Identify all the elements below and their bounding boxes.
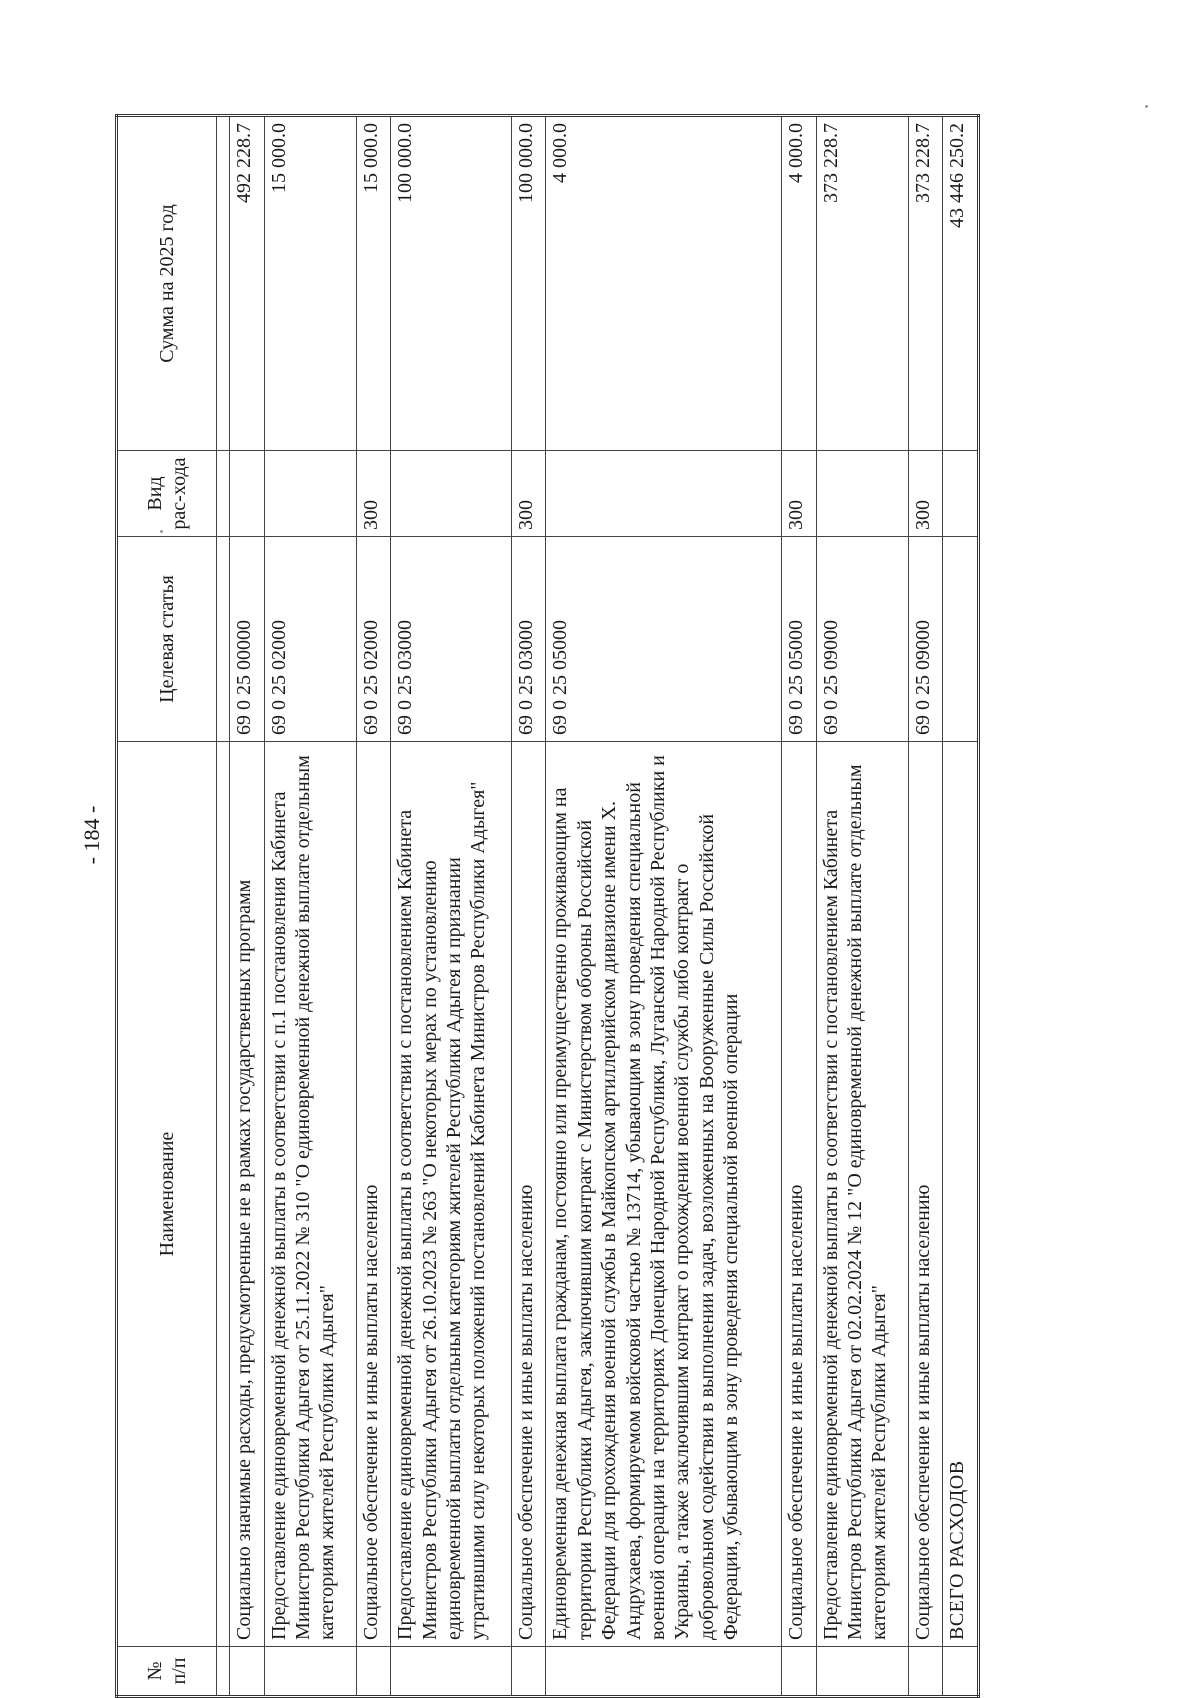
table-row — [546, 116, 782, 1697]
cell-name: Социально значимые расходы, предусмотренные не в рамках государственных программ — [230, 742, 265, 1647]
scan-speck — [1145, 105, 1148, 108]
cell-code: 69 0 25 09000 — [908, 537, 943, 742]
cell-name: Предоставление единовременной денежной выплаты в соответствии с постановлением Кабинета Министров Республики Адыгея от 02.02.2024 № 12 "О единовременной денежной выплате отдельным категориям жителей Республики Адыгея" — [816, 742, 908, 1647]
cell-name: Предоставление единовременной денежной выплаты в соответствии с п.1 постановления Кабинета Министров Республики Адыгея от 25.11.2022 № 310 "О единовременной денежной выплате отдельным категориям жителей Республики Адыгея" — [264, 742, 356, 1647]
cell-name: Социальное обеспечение и иные выплаты населению — [356, 742, 391, 1647]
cell-vid: 300 — [356, 451, 391, 537]
table-row — [908, 116, 943, 1697]
header-name: Наименование — [117, 742, 217, 1647]
cell-code: 69 0 25 03000 — [391, 537, 512, 742]
cell-num — [264, 1647, 356, 1697]
cell-vid — [230, 451, 265, 537]
cell-num — [511, 1647, 546, 1697]
cell-num — [816, 1647, 908, 1697]
header-num: № п/п — [117, 1647, 217, 1697]
cell-num — [943, 1647, 979, 1697]
cell-sum: 15 000.0 — [264, 116, 356, 451]
cell-num — [546, 1647, 782, 1697]
cell-code: 69 0 25 05000 — [546, 537, 782, 742]
budget-table-rotated — [115, 117, 980, 1698]
cell-num — [908, 1647, 943, 1697]
cell-code: 69 0 25 02000 — [356, 537, 391, 742]
cell-sum: 4 000.0 — [546, 116, 782, 451]
cell-num — [230, 1647, 265, 1697]
cell-vid — [546, 451, 782, 537]
cell-sum: 4 000.0 — [781, 116, 816, 451]
cell-code: 69 0 25 03000 — [511, 537, 546, 742]
cell-num — [356, 1647, 391, 1697]
cell-num — [781, 1647, 816, 1697]
cell-name: Социальное обеспечение и иные выплаты населению — [908, 742, 943, 1647]
cell-vid: 300 — [511, 451, 546, 537]
cell-sum: 100 000.0 — [391, 116, 512, 451]
cell-sum: 100 000.0 — [511, 116, 546, 451]
cell-vid — [816, 451, 908, 537]
cell-sum: 373 228.7 — [908, 116, 943, 451]
table-row — [230, 116, 265, 1697]
header-row — [117, 116, 217, 1697]
header-sum: Сумма на 2025 год — [117, 116, 217, 451]
table-row — [781, 116, 816, 1697]
cell-code: 69 0 25 00000 — [230, 537, 265, 742]
cell-name: Предоставление единовременной денежной выплаты в соответствии с постановлением Кабинета Министров Республики Адыгея от 26.10.2023 № 263 "О некоторых мерах по установлению единовременной выплаты отдельным категориям жителей Республики Адыгея и признании утратившими силу некоторых положений постановлений Кабинета Министров Республики Адыгея" — [391, 742, 512, 1647]
cell-sum: 373 228.7 — [816, 116, 908, 451]
cell-code — [943, 537, 979, 742]
cell-sum: 492 228.7 — [230, 116, 265, 451]
cell-code: 69 0 25 02000 — [264, 537, 356, 742]
cell-vid — [943, 451, 979, 537]
cell-code: 69 0 25 09000 — [816, 537, 908, 742]
cell-name: Социальное обеспечение и иные выплаты населению — [781, 742, 816, 1647]
total-sum: 43 446 250.2 — [943, 116, 979, 451]
table-row — [391, 116, 512, 1697]
spacer-row — [217, 116, 230, 1697]
cell-vid — [391, 451, 512, 537]
cell-vid: 300 — [781, 451, 816, 537]
cell-name: Единовременная денежная выплата гражданам, постоянно или преимущественно проживающим на территории Республики Адыгея, заключившим контракт с Министерством обороны Российской Федерации для прохождения военной службы в Майкопском артиллерийском дивизионе имени Х. Андрухаева, формируемом войсковой частью № 13714, убывающим в зону проведения специальной военной операции на территориях Донецкой Народной Республики, Луганской Народной Республики и Украины, а также заключившим контракт о прохождении военной службы либо контракт о добровольном содействии в выполнении задач, возложенных на Вооруженные Силы Российской Федерации, убывающим в зону проведения специальной военной операции — [546, 742, 782, 1647]
total-label: ВСЕГО РАСХОДОВ — [943, 742, 979, 1647]
table-row — [356, 116, 391, 1697]
page-number: - 184 - — [79, 805, 104, 865]
cell-name: Социальное обеспечение и иные выплаты населению — [511, 742, 546, 1647]
cell-code: 69 0 25 05000 — [781, 537, 816, 742]
header-code: Целевая статья — [117, 537, 217, 742]
cell-vid — [264, 451, 356, 537]
cell-vid: 300 — [908, 451, 943, 537]
header-vid: Вид рас-хода — [117, 451, 217, 537]
table-row — [264, 116, 356, 1697]
cell-num — [391, 1647, 512, 1697]
cell-sum: 15 000.0 — [356, 116, 391, 451]
table-row — [511, 116, 546, 1697]
table-row — [816, 116, 908, 1697]
total-row — [943, 116, 979, 1697]
budget-table — [115, 114, 980, 1698]
